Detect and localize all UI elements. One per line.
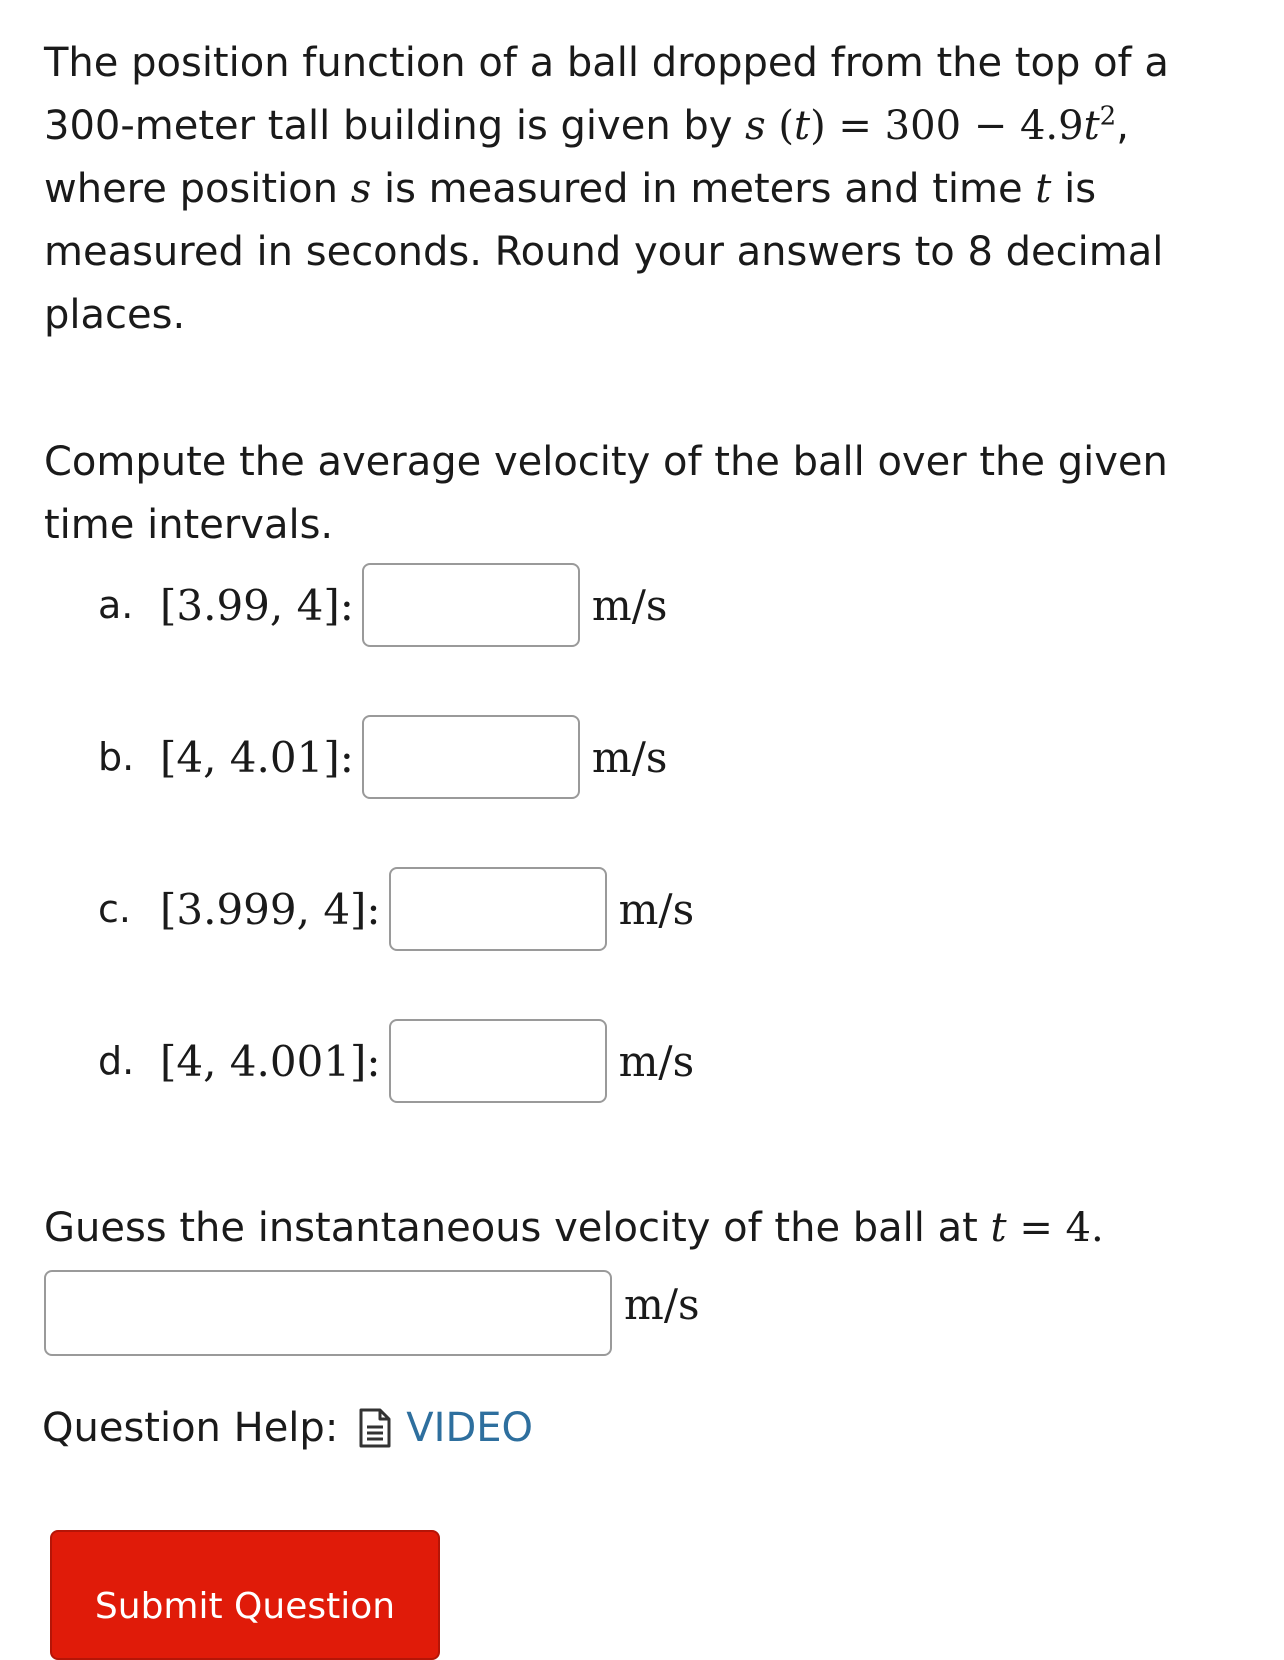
question-content [44, 32, 1244, 557]
video-label: VIDEO [406, 1405, 534, 1451]
var-t: t [1035, 166, 1052, 212]
func-t2: t [1083, 103, 1100, 149]
func-rhs: = 300 − 4.9 [825, 103, 1084, 149]
part-a-answer-input[interactable] [362, 563, 580, 647]
part-b-answer-input[interactable] [362, 715, 580, 799]
part-c [98, 864, 694, 954]
position-function: s $(t) = 300 - 4.9t^2$ [745, 101, 1117, 149]
part-c-letter: c. [98, 887, 131, 931]
func-exponent: 2 [1099, 101, 1117, 132]
part-c-unit: m/s [618, 884, 695, 934]
guess-unit: m/s [624, 1280, 700, 1329]
func-s: s [745, 103, 766, 149]
part-d-interval: [4, 4.001]: [160, 1036, 381, 1086]
part-b-interval: [4, 4.01]: [160, 732, 354, 782]
question-intro [44, 32, 1224, 347]
intro-text-3: is measured in meters and time [371, 166, 1036, 212]
part-c-interval: [3.999, 4]: [160, 884, 381, 934]
guess-var-t: t [990, 1205, 1007, 1251]
guess-answer-row [44, 1270, 700, 1356]
part-c-answer-input[interactable] [389, 867, 607, 951]
guess-answer-input[interactable] [44, 1270, 612, 1356]
part-a [98, 560, 667, 650]
part-d-unit: m/s [618, 1036, 695, 1086]
video-link[interactable] [358, 1405, 533, 1451]
guess-text: Guess the instantaneous velocity of the ball at [44, 1205, 991, 1251]
part-a-letter: a. [98, 583, 134, 627]
guess-eq: = 4. [1006, 1205, 1104, 1251]
part-b [98, 712, 667, 802]
var-s: s [350, 166, 372, 212]
part-a-unit: m/s [591, 580, 668, 630]
question-help [42, 1405, 533, 1451]
part-d-letter: d. [98, 1039, 135, 1083]
guess-prompt [44, 1205, 1104, 1251]
part-b-letter: b. [98, 735, 135, 779]
part-b-unit: m/s [591, 732, 668, 782]
func-t: t [794, 103, 811, 149]
intro-text-4: is measured in seconds. Round your answers to 8 decimal places. [44, 166, 1164, 338]
part-a-interval: [3.99, 4]: [160, 580, 354, 630]
intro-text-2: , where position [44, 103, 1129, 212]
intro-text-1: The position function of a ball dropped from the top of a 300-meter tall building is given by [44, 40, 1169, 149]
question-instruction: Compute the average velocity of the ball over the given time intervals. [44, 439, 1168, 548]
part-d [98, 1016, 694, 1106]
document-icon [358, 1408, 392, 1448]
submit-question-button[interactable]: Submit Question [50, 1530, 440, 1660]
part-d-answer-input[interactable] [389, 1019, 607, 1103]
question-help-label: Question Help: [42, 1405, 339, 1451]
